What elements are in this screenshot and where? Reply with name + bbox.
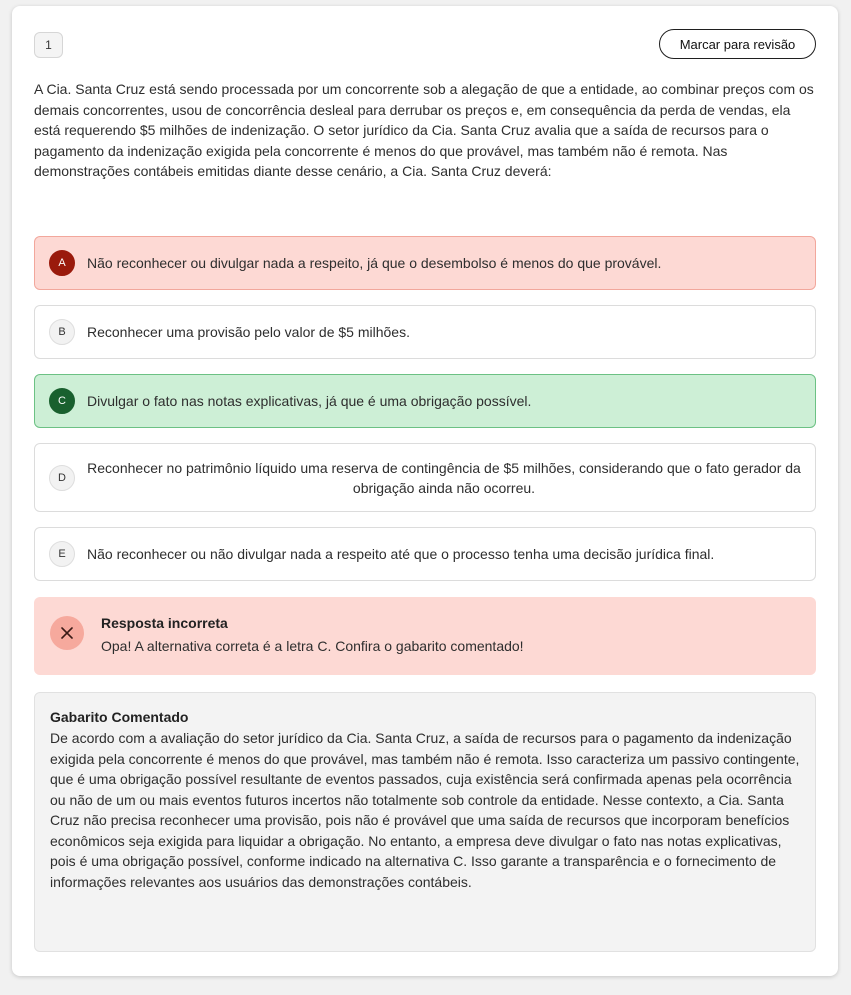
feedback-message: Opa! A alternativa correta é a letra C. Confira o gabarito comentado! bbox=[101, 638, 524, 654]
alternative-b[interactable] bbox=[34, 305, 816, 359]
alternative-letter-badge: A bbox=[49, 250, 75, 276]
mark-for-review-button[interactable]: Marcar para revisão bbox=[659, 29, 816, 59]
question-card bbox=[12, 6, 838, 976]
alternative-text: Reconhecer no patrimônio líquido uma reserva de contingência de $5 milhões, considerando que o fato gerador da obrigação ainda não ocorreu. bbox=[87, 459, 801, 496]
commented-answer bbox=[34, 692, 816, 952]
commented-answer-title: Gabarito Comentado bbox=[50, 709, 189, 725]
question-text: A Cia. Santa Cruz está sendo processada por um concorrente sob a alegação de que a entidade, ao combinar preços com os demais concorrentes, usou de concorrência desleal para derrubar os preços e, em consequência da perda de vendas, ela está requerendo $5 milhões de indenização. O setor jurídico da Cia. Santa Cruz avalia que a saída de recursos para o pagamento da indenização exigida pela concorrente é menos do que provável, mas também não é remota. Nas demonstrações contábeis emitidas diante desse cenário, a Cia. Santa Cruz deverá: bbox=[34, 81, 814, 179]
alternative-text: Não reconhecer ou não divulgar nada a respeito até que o processo tenha uma decisão jurídica final. bbox=[87, 546, 715, 562]
alternative-letter-badge: C bbox=[49, 388, 75, 414]
alternative-text: Divulgar o fato nas notas explicativas, já que é uma obrigação possível. bbox=[87, 393, 532, 409]
alternative-d[interactable] bbox=[34, 443, 816, 512]
alternative-c[interactable] bbox=[34, 374, 816, 428]
alternative-letter-badge: B bbox=[49, 319, 75, 345]
close-icon bbox=[50, 616, 84, 650]
alternative-a[interactable] bbox=[34, 236, 816, 290]
feedback-title: Resposta incorreta bbox=[101, 615, 228, 631]
alternative-letter-badge: D bbox=[49, 465, 75, 491]
question-number: 1 bbox=[34, 32, 63, 58]
alternative-letter-badge: E bbox=[49, 541, 75, 567]
alternative-text: Não reconhecer ou divulgar nada a respeito, já que o desembolso é menos do que provável. bbox=[87, 255, 662, 271]
alternative-e[interactable] bbox=[34, 527, 816, 581]
feedback-banner bbox=[34, 597, 816, 675]
commented-answer-body: De acordo com a avaliação do setor jurídico da Cia. Santa Cruz, a saída de recursos para o pagamento da indenização exigida pela concorrente é menos do que provável, mas também não é remota. Isso caracteriza um passivo contingente, que é uma obrigação possível resultante de eventos passados, cuja existência será confirmada apenas pela ocorrência ou não de um ou mais eventos futuros incertos não totalmente sob controle da entidade. Nesse contexto, a Cia. Santa Cruz não precisa reconhecer uma provisão, pois não é provável que uma saída de recursos que incorporam benefícios econômicos seja exigida para liquidar a obrigação. No entanto, a empresa deve divulgar o fato nas notas explicativas, pois é uma obrigação possível, conforme indicado na alternativa C. Isso garante a transparência e o fornecimento de informações relevantes aos usuários das demonstrações contábeis. bbox=[50, 730, 800, 890]
alternative-text: Reconhecer uma provisão pelo valor de $5 milhões. bbox=[87, 324, 410, 340]
